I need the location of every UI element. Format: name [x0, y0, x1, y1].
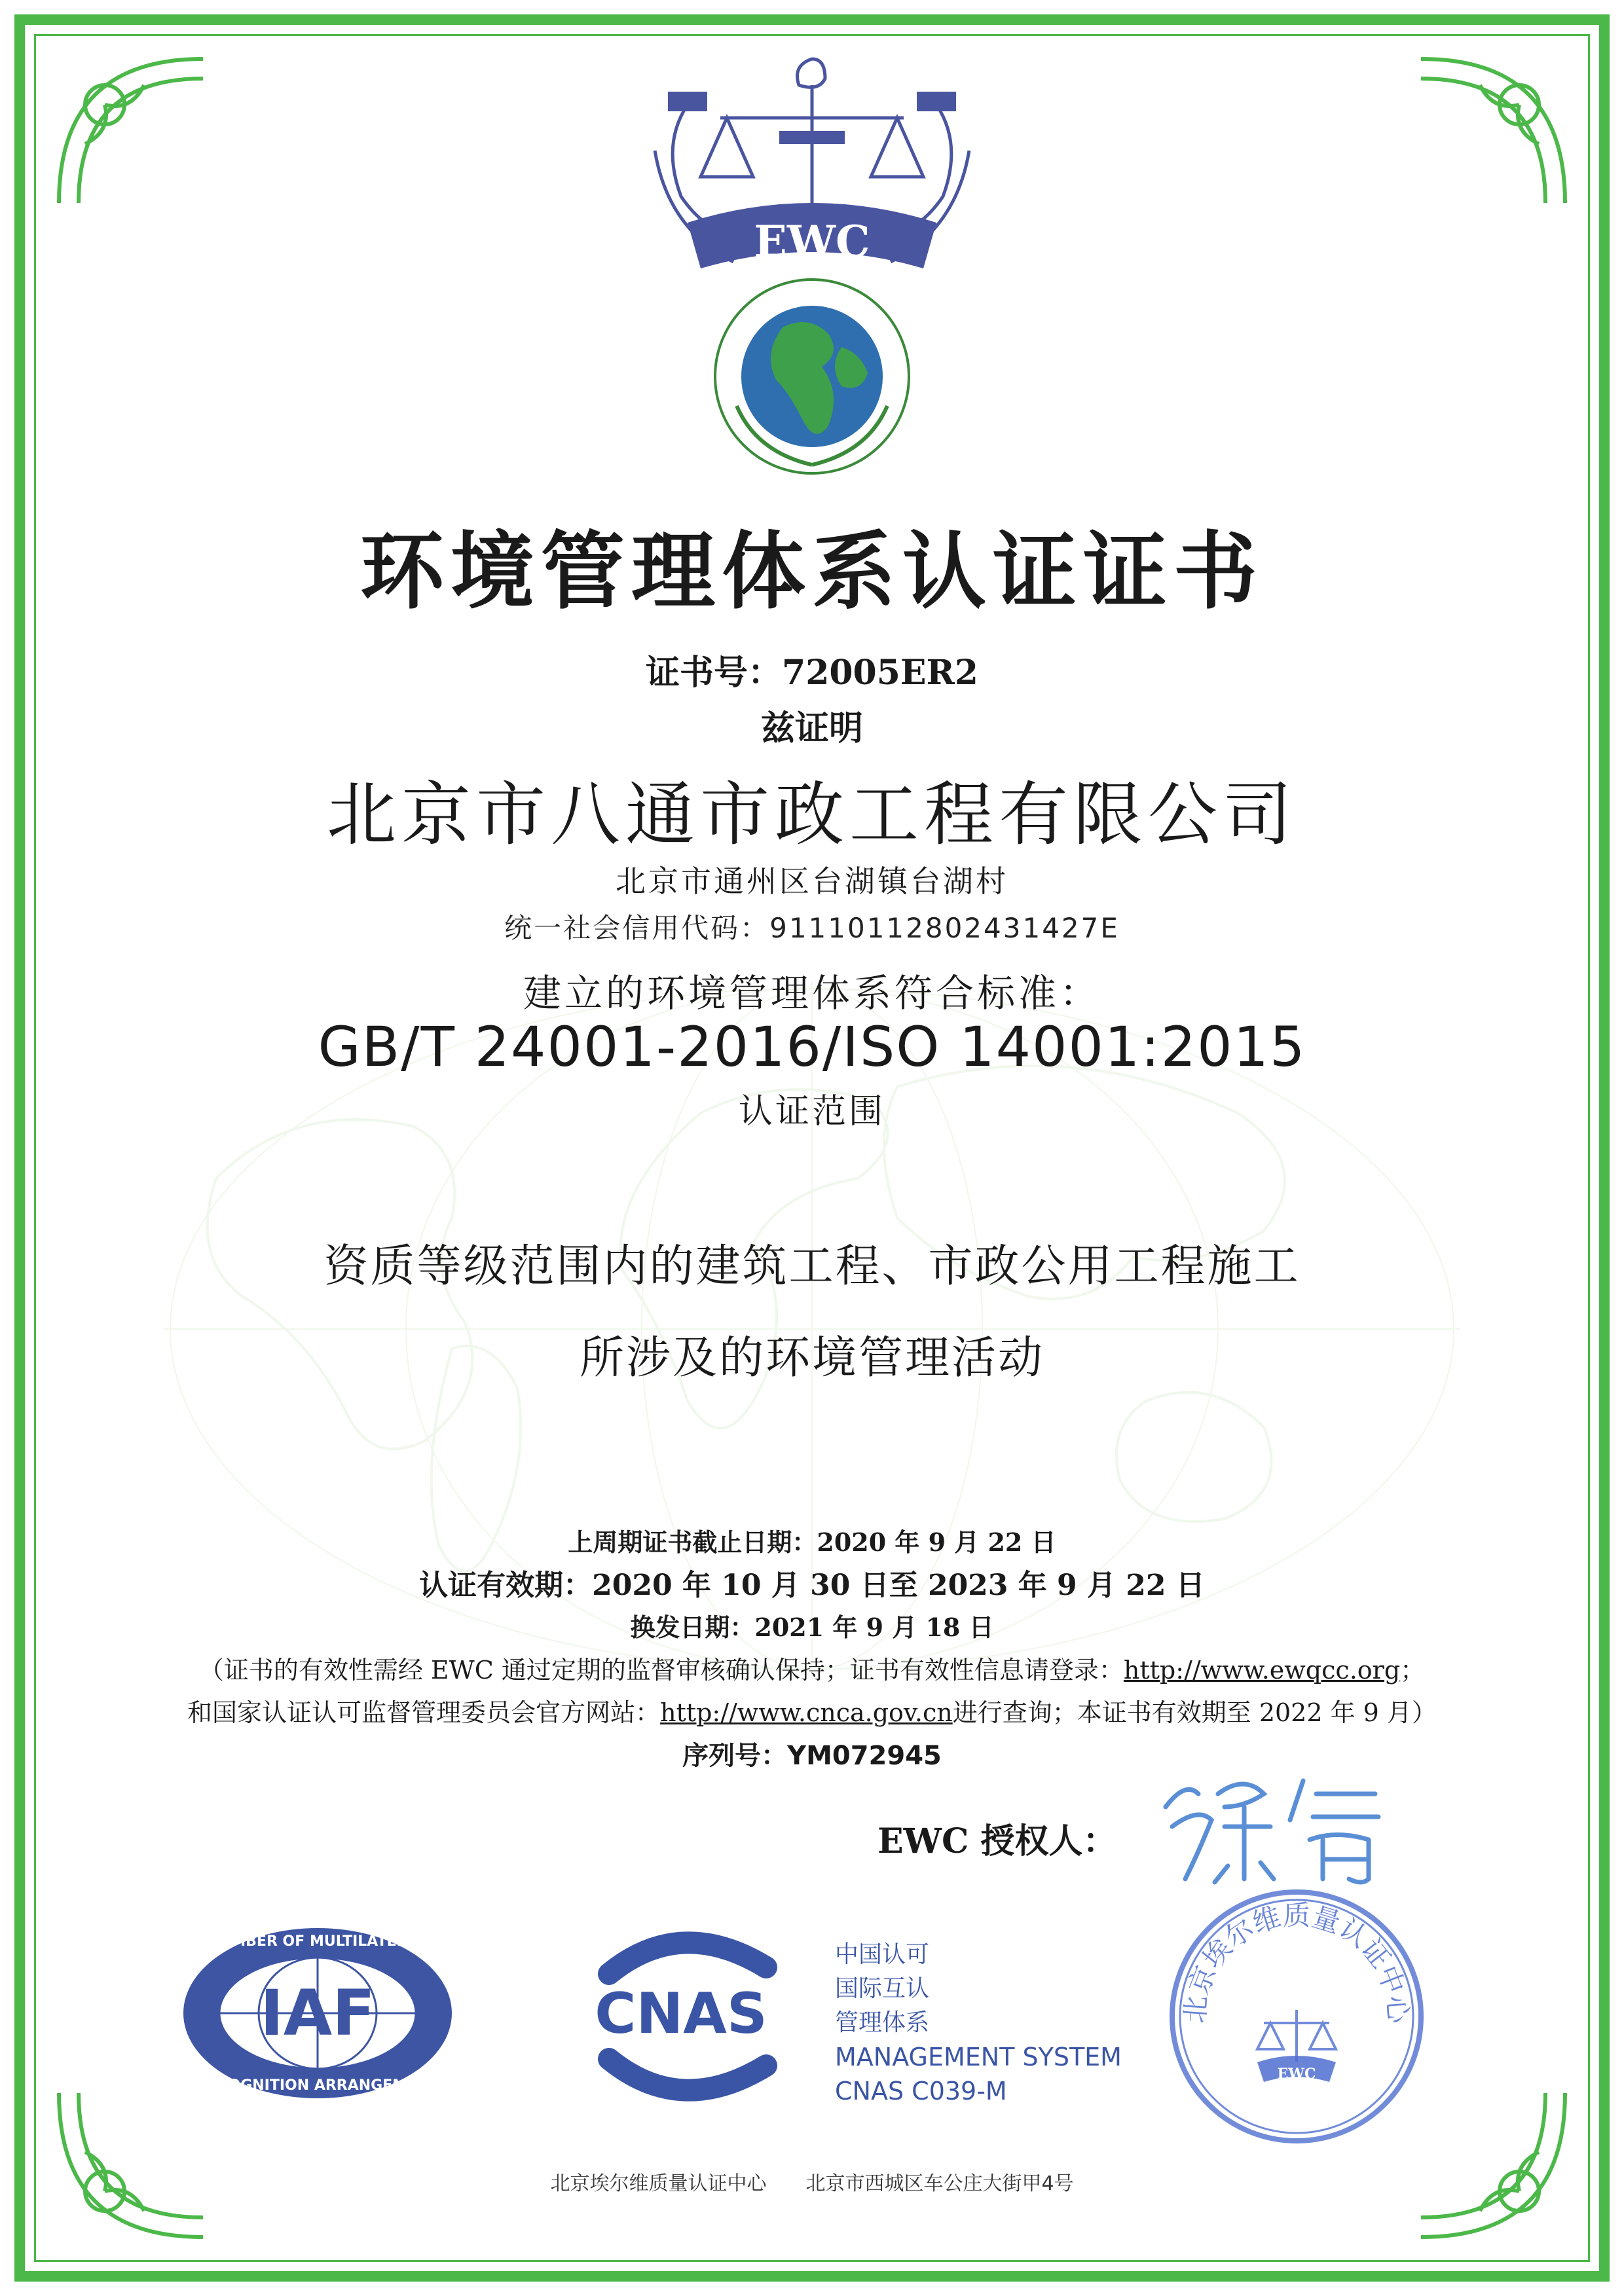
cnas-logo — [563, 1928, 799, 2102]
cnas-en-line-1: MANAGEMENT SYSTEM — [835, 2043, 1122, 2071]
footer-org: 北京埃尔维质量认证中心 — [550, 2172, 767, 2195]
cnas-zh-line-2: 国际互认 — [835, 1975, 930, 2002]
iaf-center-text: IAF — [260, 1977, 375, 2050]
cnas-zh-line-3: 管理体系 — [835, 2009, 930, 2036]
seal-ring-text — [1179, 1899, 1414, 2026]
cnas-zh-line-1: 中国认可 — [835, 1941, 930, 1968]
iaf-top-text: MEMBER OF MULTILATERAL — [207, 1933, 428, 1950]
cnas-center-text: CNAS — [595, 1981, 767, 2047]
footer-address: 北京市西城区车公庄大街甲4号 — [805, 2172, 1074, 2195]
scope-line-2: 所涉及的环境管理活动 — [579, 1332, 1044, 1384]
handwritten-signature — [1153, 1755, 1401, 1892]
scope-label: 认证范围 — [738, 1092, 885, 1131]
iaf-logo — [180, 1925, 455, 2102]
seal-ring-text-path: 北京埃尔维质量认证中心 — [1178, 1899, 1415, 2024]
ewc-logo-text: EWC — [754, 216, 870, 267]
certificate-number: 证书号：72005ER2 — [646, 653, 978, 693]
credit-code: 统一社会信用代码：91110112802431427E — [504, 912, 1120, 944]
official-seal — [1166, 1886, 1428, 2147]
serial-number: 序列号：YM072945 — [682, 1741, 942, 1771]
note-text: ； — [1400, 1656, 1426, 1685]
certificate-title: 环境管理体系认证证书 — [360, 522, 1264, 621]
company-address: 北京市通州区台湖镇台湖村 — [616, 864, 1008, 899]
environment-globe-emblem — [710, 275, 913, 478]
ewc-logo — [629, 46, 995, 308]
validity-note-line-1 — [0, 1650, 1624, 1686]
validity-note-line-2 — [0, 1692, 1624, 1728]
cnas-en-line-2: CNAS C039-M — [835, 2077, 1007, 2105]
note-text: （证书的有效性需经 EWC 通过定期的监督审核确认保持；证书有效性信息请登录： — [198, 1656, 1124, 1685]
previous-expiry-date: 上周期证书截止日期：2020 年 9 月 22 日 — [568, 1527, 1056, 1557]
corner-ornament-bottom-right — [1408, 2080, 1578, 2250]
corner-ornament-top-right — [1408, 46, 1578, 216]
note-text: 和国家认证认可监督管理委员会官方网站： — [187, 1698, 661, 1727]
footer — [0, 2167, 1624, 2196]
company-name: 北京市八通市政工程有限公司 — [327, 774, 1297, 855]
standard-value: GB/T 24001-2016/ISO 14001:2015 — [318, 1015, 1306, 1079]
corner-ornament-bottom-left — [46, 2080, 216, 2250]
standard-label: 建立的环境管理体系符合标准： — [523, 971, 1101, 1015]
validity-period: 认证有效期：2020 年 10 月 30 日至 2023 年 9 月 22 日 — [419, 1569, 1205, 1602]
seal-ewc-text: EWC — [1277, 2066, 1316, 2083]
scope-line-1: 资质等级范围内的建筑工程、市政公用工程施工 — [323, 1241, 1301, 1292]
corner-ornament-top-left — [46, 46, 216, 216]
cnca-link[interactable]: http://www.cnca.gov.cn — [660, 1698, 953, 1727]
authorized-signer-label: EWC 授权人： — [877, 1821, 1117, 1861]
note-text: 进行查询；本证书有效期至 2022 年 9 月） — [952, 1698, 1437, 1727]
hereby-certify: 兹证明 — [760, 708, 863, 748]
cnas-accreditation-block — [835, 1938, 1122, 2108]
ewqcc-link[interactable]: http://www.ewqcc.org — [1123, 1656, 1401, 1685]
iaf-bottom-text: RECOGNITION ARRANGEMENT — [196, 2077, 439, 2094]
reissue-date: 换发日期：2021 年 9 月 18 日 — [630, 1613, 994, 1642]
